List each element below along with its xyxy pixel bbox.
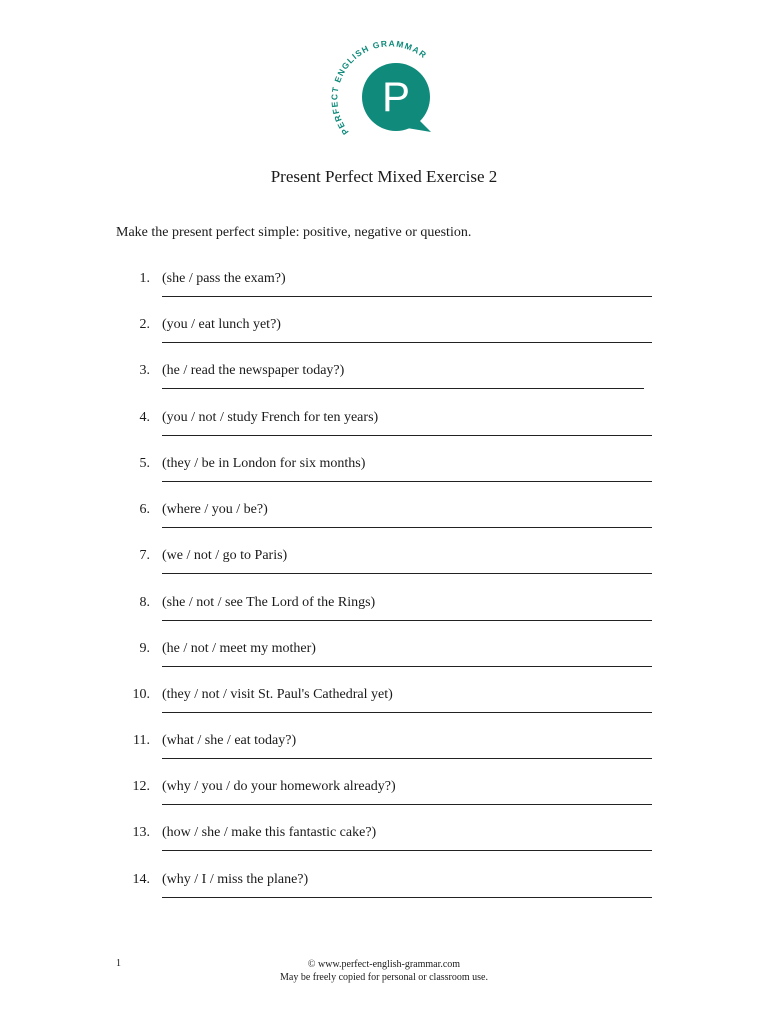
item-number: 4. (139, 410, 150, 425)
answer-line[interactable] (162, 712, 652, 713)
item-prompt: (they / be in London for six months) (162, 456, 366, 471)
item-prompt: (where / you / be?) (162, 502, 268, 517)
exercise-item (0, 317, 768, 363)
answer-line[interactable] (162, 527, 652, 528)
item-number: 11. (133, 733, 150, 748)
item-number: 13. (132, 825, 150, 840)
item-prompt: (how / she / make this fantastic cake?) (162, 825, 377, 840)
answer-line[interactable] (162, 481, 652, 482)
item-number: 14. (132, 872, 150, 887)
exercise-item (0, 641, 768, 687)
exercise-item (0, 410, 768, 456)
answer-line[interactable] (162, 804, 652, 805)
exercise-item (0, 271, 768, 317)
exercise-item (0, 456, 768, 502)
answer-line[interactable] (162, 850, 652, 851)
item-prompt: (he / not / meet my mother) (162, 641, 316, 656)
page-number: 1 (116, 958, 121, 969)
answer-line[interactable] (162, 296, 652, 297)
item-prompt: (he / read the newspaper today?) (162, 363, 345, 378)
footer-copyright: © www.perfect-english-grammar.com (307, 959, 461, 970)
item-number: 2. (139, 317, 150, 332)
exercise-item (0, 548, 768, 594)
item-prompt: (she / pass the exam?) (162, 271, 286, 286)
exercise-item (0, 779, 768, 825)
item-number: 12. (132, 779, 150, 794)
item-number: 8. (139, 595, 150, 610)
item-prompt: (you / not / study French for ten years) (162, 410, 379, 425)
item-number: 7. (139, 548, 150, 563)
answer-line[interactable] (162, 758, 652, 759)
item-number: 1. (139, 271, 150, 286)
exercise-item (0, 595, 768, 641)
footer (0, 958, 768, 984)
item-number: 6. (139, 502, 150, 517)
exercise-item (0, 825, 768, 871)
answer-line[interactable] (162, 388, 644, 389)
item-prompt: (why / you / do your homework already?) (162, 779, 396, 794)
footer-license: May be freely copied for personal or classroom use. (280, 972, 488, 983)
item-prompt: (we / not / go to Paris) (162, 548, 288, 563)
exercise-item (0, 733, 768, 779)
instructions: Make the present perfect simple: positive, negative or question. (116, 225, 472, 240)
exercise-item (0, 872, 768, 918)
exercise-item (0, 502, 768, 548)
answer-line[interactable] (162, 342, 652, 343)
item-number: 3. (139, 363, 150, 378)
perfect-english-grammar-logo (327, 38, 439, 142)
answer-line[interactable] (162, 573, 652, 574)
item-prompt: (they / not / visit St. Paul's Cathedral yet) (162, 687, 393, 702)
logo-letter: P (381, 73, 411, 120)
exercise-item (0, 687, 768, 733)
item-prompt: (why / I / miss the plane?) (162, 872, 309, 887)
answer-line[interactable] (162, 897, 652, 898)
logo-brand-text: PERFECT ENGLISH GRAMMAR (329, 38, 430, 137)
exercise-item (0, 363, 768, 409)
answer-line[interactable] (162, 435, 652, 436)
answer-line[interactable] (162, 620, 652, 621)
item-number: 5. (139, 456, 150, 471)
item-prompt: (you / eat lunch yet?) (162, 317, 281, 332)
answer-line[interactable] (162, 666, 652, 667)
item-prompt: (she / not / see The Lord of the Rings) (162, 595, 376, 610)
item-number: 9. (139, 641, 150, 656)
item-prompt: (what / she / eat today?) (162, 733, 297, 748)
page-title: Present Perfect Mixed Exercise 2 (270, 167, 498, 186)
item-number: 10. (132, 687, 150, 702)
